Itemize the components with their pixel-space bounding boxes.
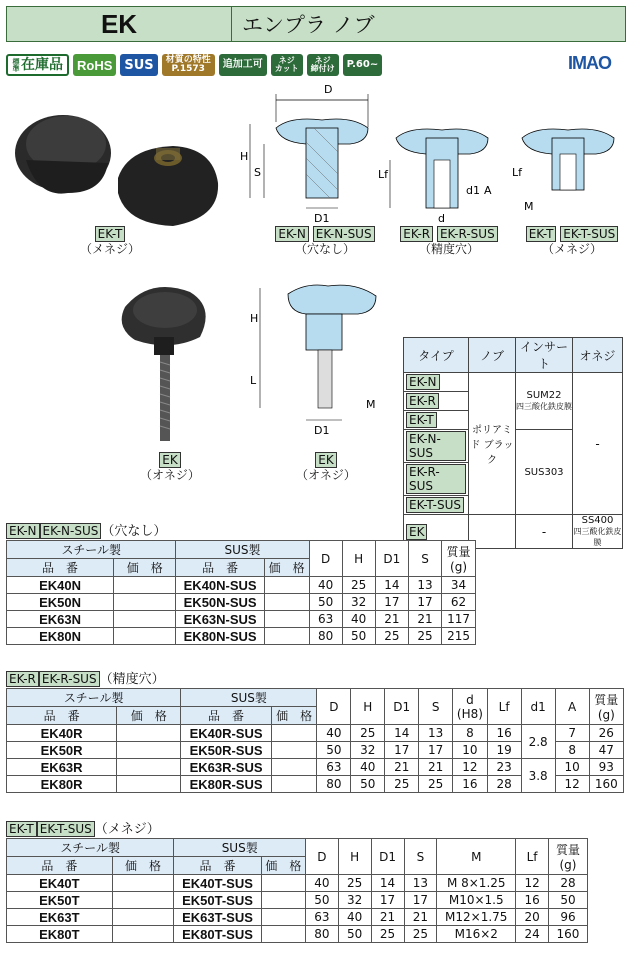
part-number-steel: EK80R: [7, 776, 117, 793]
value-cell: 25: [385, 776, 419, 793]
value-cell: 25: [342, 577, 375, 594]
knob-photo-ekt: [8, 108, 228, 238]
price-sus: [271, 776, 317, 793]
value-cell: 50: [351, 776, 385, 793]
value-cell: 21: [375, 611, 408, 628]
part-number-steel: EK40N: [7, 577, 114, 594]
caption-ek-drawing: [286, 452, 366, 483]
drawing-ek-t: [512, 118, 628, 228]
value-cell: 17: [404, 892, 437, 909]
value-cell: M12×1.75: [437, 909, 516, 926]
value-cell: 50: [338, 926, 371, 943]
value-cell: 3.8: [521, 759, 555, 793]
th-knob: ノブ: [469, 338, 516, 373]
tag-ek2: EK: [315, 452, 336, 468]
dim-A: A: [484, 184, 492, 197]
value-cell: 20: [516, 909, 549, 926]
pn-header: 品 番: [7, 707, 117, 725]
value-cell: 14: [371, 875, 404, 892]
material-badge: 材質の特性 P.1573: [162, 54, 215, 76]
th-insert: インサート: [516, 338, 573, 373]
col-header: D1: [385, 689, 419, 725]
value-cell: 10: [555, 759, 589, 776]
sec1-tag1: EK-N: [6, 523, 40, 539]
value-cell: 117: [442, 611, 476, 628]
dim-D1-ek: D1: [314, 424, 330, 437]
value-cell: 28: [487, 776, 521, 793]
value-cell: 32: [351, 742, 385, 759]
value-cell: 16: [487, 725, 521, 742]
sec3-tag1: EK-T: [6, 821, 37, 837]
caption-ek-photo: [130, 452, 210, 483]
value-cell: 25: [371, 926, 404, 943]
value-cell: 47: [589, 742, 623, 759]
section-title-r: [6, 668, 165, 687]
drawing-ek-r: [378, 118, 508, 228]
part-number-sus: EK63T-SUS: [174, 909, 261, 926]
value-cell: 80: [317, 776, 351, 793]
value-cell: 80: [306, 926, 339, 943]
price-steel: [117, 776, 181, 793]
value-cell: 8: [453, 725, 488, 742]
col-header: D: [306, 839, 339, 875]
type-ekn-sus: EK-N-SUS: [406, 431, 466, 461]
tighten-badge: ネジ 締付け: [307, 54, 339, 76]
value-cell: 50: [342, 628, 375, 645]
knob-photo-ek: [110, 282, 220, 452]
value-cell: 26: [589, 725, 623, 742]
page-header: [6, 6, 626, 42]
dim-M-t: M: [524, 200, 534, 213]
value-cell: 14: [385, 725, 419, 742]
value-cell: 96: [548, 909, 587, 926]
value-cell: 17: [385, 742, 419, 759]
sus-header: SUS製: [176, 541, 309, 559]
price-steel: [114, 577, 176, 594]
col-header: S: [404, 839, 437, 875]
part-number-sus: EK80R-SUS: [181, 776, 271, 793]
sec3-tag2: EK-T-SUS: [37, 821, 95, 837]
table-row: [7, 892, 588, 909]
product-code: EK: [7, 7, 232, 41]
insert-coating: 四三酸化鉄皮膜: [516, 402, 572, 411]
col-header: 質量 (g): [548, 839, 587, 875]
dim-Lf-t: Lf: [512, 166, 523, 179]
sus-header: SUS製: [181, 689, 317, 707]
value-cell: 63: [306, 909, 339, 926]
part-number-steel: EK80N: [7, 628, 114, 645]
value-cell: 13: [404, 875, 437, 892]
value-cell: 50: [306, 892, 339, 909]
cut-badge: ネジ カット: [271, 54, 303, 76]
table-row: [7, 725, 624, 742]
part-number-steel: EK50T: [7, 892, 113, 909]
value-cell: 32: [342, 594, 375, 611]
sus-badge: SUS: [120, 54, 157, 76]
part-number-steel: EK80T: [7, 926, 113, 943]
value-cell: 40: [338, 909, 371, 926]
stock-badge: 標準 在庫品: [6, 54, 69, 76]
col-header: D: [309, 541, 342, 577]
caption-ek-t: [518, 226, 626, 257]
price-sus: [261, 892, 305, 909]
value-cell: 19: [487, 742, 521, 759]
col-header: D1: [375, 541, 408, 577]
tag-ekt2: EK-T: [526, 226, 557, 242]
price-header: 価 格: [264, 559, 309, 577]
value-cell: 21: [419, 759, 453, 776]
col-header: H: [351, 689, 385, 725]
value-cell: 24: [516, 926, 549, 943]
value-cell: 63: [309, 611, 342, 628]
col-header: Lf: [516, 839, 549, 875]
price-steel: [117, 725, 181, 742]
male-dash: -: [573, 373, 623, 515]
sub-ekt: （メネジ）: [79, 242, 140, 256]
dim-H-ek: H: [250, 312, 259, 325]
sub-ek: （オネジ）: [140, 468, 200, 482]
th-male: オネジ: [573, 338, 623, 373]
value-cell: 80: [309, 628, 342, 645]
dim-M-ek: M: [366, 398, 376, 411]
part-number-steel: EK63R: [7, 759, 117, 776]
value-cell: 40: [306, 875, 339, 892]
sus-header: SUS製: [174, 839, 306, 857]
value-cell: 23: [487, 759, 521, 776]
price-header: 価 格: [114, 559, 176, 577]
part-number-sus: EK80N-SUS: [176, 628, 264, 645]
part-number-sus: EK40N-SUS: [176, 577, 264, 594]
sub-ekn: （穴なし）: [294, 242, 355, 256]
part-number-steel: EK40R: [7, 725, 117, 742]
caption-ek-n: [270, 226, 380, 257]
male-coating: 四三酸化鉄皮膜: [573, 527, 622, 547]
part-number-steel: EK63N: [7, 611, 114, 628]
value-cell: 62: [442, 594, 476, 611]
pn-header: 品 番: [7, 857, 113, 875]
table-row: [7, 628, 476, 645]
price-sus: [271, 742, 317, 759]
value-cell: 8: [555, 742, 589, 759]
value-cell: 2.8: [521, 725, 555, 759]
price-steel: [112, 875, 174, 892]
value-cell: 12: [453, 759, 488, 776]
sub-ekt2: （メネジ）: [541, 242, 602, 256]
col-header: d1: [521, 689, 555, 725]
value-cell: 160: [548, 926, 587, 943]
pn-header: 品 番: [181, 707, 271, 725]
value-cell: 160: [589, 776, 623, 793]
dim-S: S: [254, 166, 261, 179]
dim-L: L: [250, 374, 257, 387]
sub-ek2: （オネジ）: [296, 468, 356, 482]
part-number-steel: EK40T: [7, 875, 113, 892]
tag-ekr-sus: EK-R-SUS: [437, 226, 498, 242]
value-cell: 13: [419, 725, 453, 742]
value-cell: 25: [404, 926, 437, 943]
value-cell: 21: [404, 909, 437, 926]
table-row: [7, 926, 588, 943]
col-header: H: [342, 541, 375, 577]
value-cell: 215: [442, 628, 476, 645]
value-cell: 21: [371, 909, 404, 926]
price-header: 価 格: [261, 857, 305, 875]
price-sus: [264, 611, 309, 628]
sub-ekr: （精度穴）: [418, 242, 479, 256]
price-steel: [112, 909, 174, 926]
caption-ekt-photo: [70, 226, 150, 257]
col-header: Lf: [487, 689, 521, 725]
value-cell: 63: [317, 759, 351, 776]
value-cell: 25: [408, 628, 441, 645]
badge-row: [6, 54, 382, 76]
col-header: 質量 (g): [589, 689, 623, 725]
table-row: [7, 875, 588, 892]
table-ek-t: [6, 838, 588, 943]
type-ekr-sus: EK-R-SUS: [406, 464, 466, 494]
col-header: S: [419, 689, 453, 725]
part-number-sus: EK63N-SUS: [176, 611, 264, 628]
value-cell: 50: [548, 892, 587, 909]
table-row: [7, 611, 476, 628]
value-cell: 40: [309, 577, 342, 594]
part-number-sus: EK50T-SUS: [174, 892, 261, 909]
rohs-badge: RoHS: [73, 54, 116, 76]
sec3-title: （メネジ）: [94, 822, 160, 837]
part-number-sus: EK80T-SUS: [174, 926, 261, 943]
value-cell: 17: [419, 742, 453, 759]
insert-sum22: SUM22: [526, 390, 562, 401]
sec2-tag2: EK-R-SUS: [39, 671, 100, 687]
steel-header: スチール製: [7, 541, 176, 559]
col-header: D: [317, 689, 351, 725]
tag-ekt: EK-T: [95, 226, 126, 242]
col-header: A: [555, 689, 589, 725]
value-cell: 17: [375, 594, 408, 611]
price-sus: [264, 628, 309, 645]
col-header: H: [338, 839, 371, 875]
type-ekr: EK-R: [406, 393, 439, 409]
value-cell: 28: [548, 875, 587, 892]
price-steel: [114, 594, 176, 611]
value-cell: 16: [516, 892, 549, 909]
value-cell: 12: [516, 875, 549, 892]
price-sus: [271, 725, 317, 742]
value-cell: 7: [555, 725, 589, 742]
header-row: [7, 689, 624, 707]
price-steel: [112, 892, 174, 909]
caption-ek-r: [394, 226, 504, 257]
value-cell: 21: [408, 611, 441, 628]
steel-header: スチール製: [7, 689, 181, 707]
col-header: D1: [371, 839, 404, 875]
value-cell: 16: [453, 776, 488, 793]
price-header: 価 格: [271, 707, 317, 725]
type-ekt-sus: EK-T-SUS: [406, 497, 464, 513]
sec2-title: （精度穴）: [99, 672, 165, 687]
knob-material: ポリアミド ブラック: [469, 373, 516, 515]
price-steel: [114, 611, 176, 628]
type-ek: EK: [406, 524, 427, 540]
part-number-sus: EK63R-SUS: [181, 759, 271, 776]
value-cell: 10: [453, 742, 488, 759]
header-row: [7, 839, 588, 857]
male-ss400: SS400: [581, 515, 614, 526]
part-number-sus: EK40T-SUS: [174, 875, 261, 892]
type-table: [403, 337, 623, 549]
sec1-tag2: EK-N-SUS: [40, 523, 102, 539]
drawing-ek: [246, 282, 386, 452]
drawing-ek-n: [240, 82, 390, 225]
part-number-steel: EK50R: [7, 742, 117, 759]
part-number-sus: EK40R-SUS: [181, 725, 271, 742]
table-row: [7, 594, 476, 611]
value-cell: 50: [317, 742, 351, 759]
value-cell: M16×2: [437, 926, 516, 943]
steel-header: スチール製: [7, 839, 174, 857]
value-cell: 40: [317, 725, 351, 742]
table-ek-r: [6, 688, 624, 793]
part-number-sus: EK50R-SUS: [181, 742, 271, 759]
price-sus: [261, 909, 305, 926]
price-steel: [112, 926, 174, 943]
value-cell: M 8×1.25: [437, 875, 516, 892]
value-cell: 40: [342, 611, 375, 628]
value-cell: 25: [375, 628, 408, 645]
price-sus: [264, 594, 309, 611]
value-cell: 14: [375, 577, 408, 594]
sec2-tag1: EK-R: [6, 671, 39, 687]
value-cell: 21: [385, 759, 419, 776]
dim-D: D: [324, 83, 333, 96]
value-cell: 34: [442, 577, 476, 594]
dim-D1: D1: [314, 212, 330, 225]
value-cell: 25: [338, 875, 371, 892]
value-cell: 93: [589, 759, 623, 776]
dim-d: d: [438, 212, 445, 225]
table-row: [7, 909, 588, 926]
table-row: [7, 759, 624, 776]
value-cell: 25: [351, 725, 385, 742]
table-row: [7, 577, 476, 594]
price-sus: [261, 875, 305, 892]
type-ekt: EK-T: [406, 412, 437, 428]
price-steel: [114, 628, 176, 645]
tag-ekt-sus: EK-T-SUS: [560, 226, 618, 242]
value-cell: 12: [555, 776, 589, 793]
addwork-badge: 追加工可: [219, 54, 267, 76]
col-header: M: [437, 839, 516, 875]
sec1-title: （穴なし）: [101, 524, 167, 539]
price-sus: [271, 759, 317, 776]
price-header: 価 格: [117, 707, 181, 725]
imao-logo: IMAO: [568, 53, 611, 73]
dim-H: H: [240, 150, 249, 163]
header-row: [7, 541, 476, 559]
pn-header: 品 番: [7, 559, 114, 577]
col-header: S: [408, 541, 441, 577]
section-title-t: [6, 818, 160, 837]
value-cell: 17: [371, 892, 404, 909]
dim-Lf-r: Lf: [378, 168, 389, 181]
pn-header: 品 番: [176, 559, 264, 577]
value-cell: 40: [351, 759, 385, 776]
value-cell: 50: [309, 594, 342, 611]
page-ref-badge: P.60~: [343, 54, 383, 76]
insert-sus303: SUS303: [516, 430, 573, 515]
insert-ek: -: [516, 515, 573, 549]
table-ek-n: [6, 540, 476, 645]
tag-ek: EK: [159, 452, 180, 468]
value-cell: M10×1.5: [437, 892, 516, 909]
value-cell: 25: [419, 776, 453, 793]
part-number-steel: EK63T: [7, 909, 113, 926]
th-type: タイプ: [404, 338, 469, 373]
dim-d1: d1: [466, 184, 480, 197]
price-sus: [264, 577, 309, 594]
tag-ekn-sus: EK-N-SUS: [313, 226, 375, 242]
value-cell: 17: [408, 594, 441, 611]
col-header: 質量 (g): [442, 541, 476, 577]
col-header: d (H8): [453, 689, 488, 725]
pn-header: 品 番: [174, 857, 261, 875]
type-ekn: EK-N: [406, 374, 440, 390]
value-cell: 13: [408, 577, 441, 594]
tag-ekr: EK-R: [400, 226, 433, 242]
price-header: 価 格: [112, 857, 174, 875]
price-steel: [117, 742, 181, 759]
price-steel: [117, 759, 181, 776]
tag-ekn: EK-N: [275, 226, 309, 242]
section-title-n: [6, 520, 166, 539]
product-title: エンプラ ノブ: [232, 7, 625, 41]
part-number-steel: EK50N: [7, 594, 114, 611]
price-sus: [261, 926, 305, 943]
value-cell: 32: [338, 892, 371, 909]
part-number-sus: EK50N-SUS: [176, 594, 264, 611]
